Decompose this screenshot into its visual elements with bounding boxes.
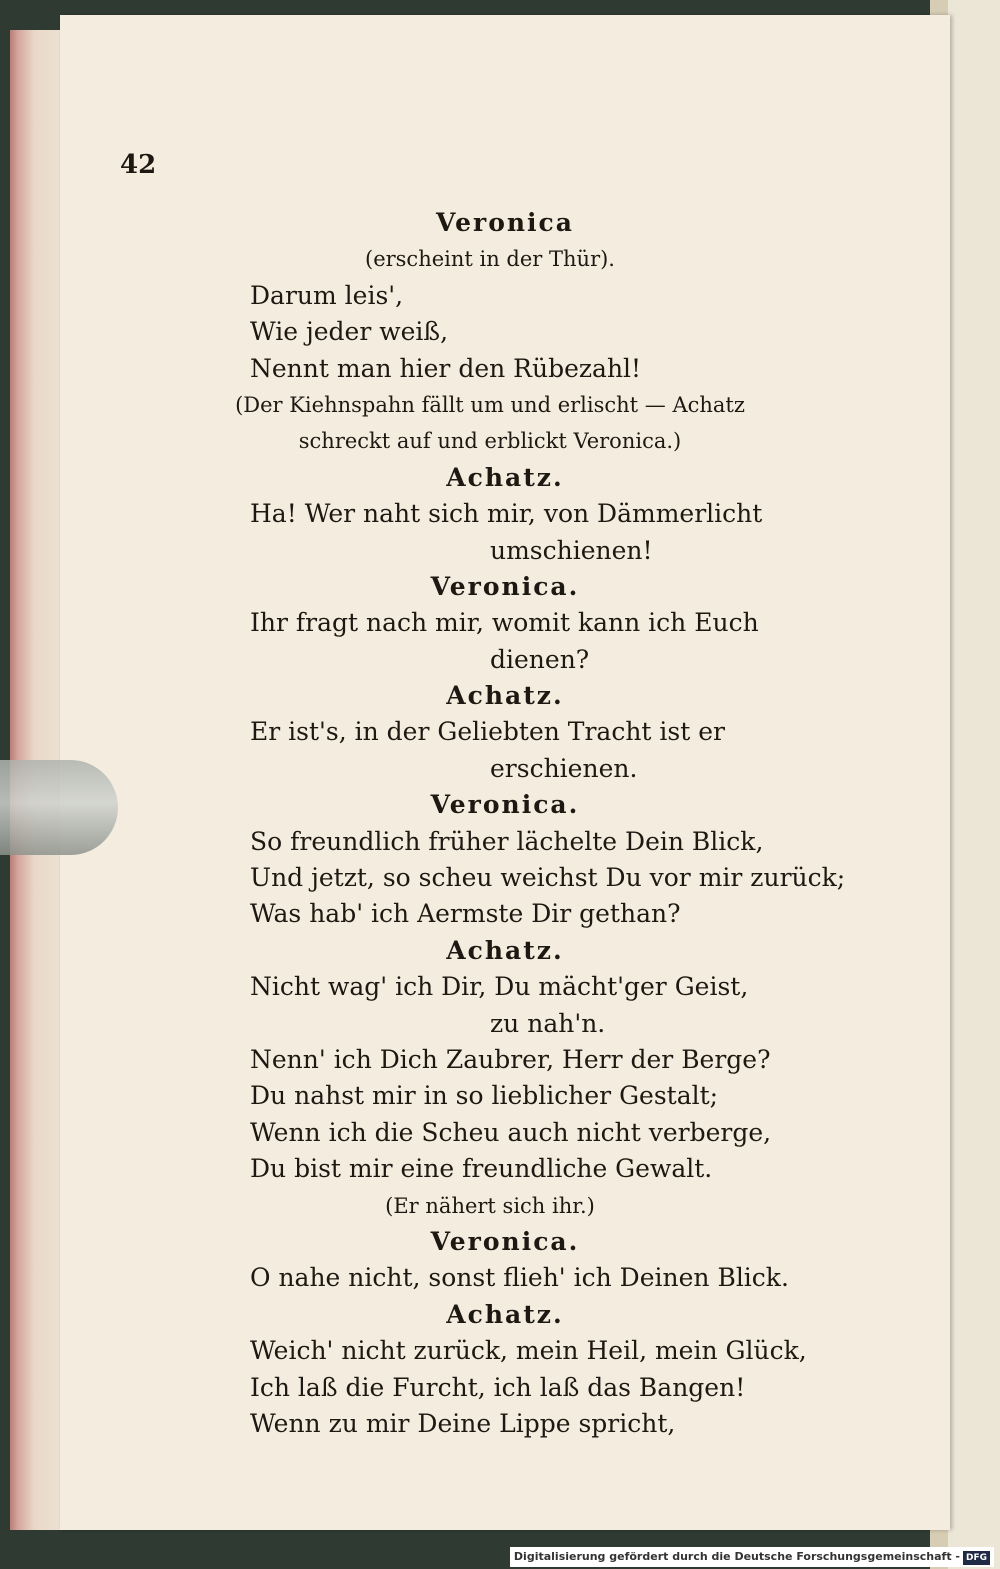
verse-line: Nicht wag' ich Dir, Du mächt'ger Geist, (250, 972, 749, 1002)
verse-line: erschienen. (490, 753, 638, 783)
verse-line: Er ist's, in der Geliebten Tracht ist er (250, 717, 725, 747)
dfg-logo: DFG (963, 1551, 990, 1565)
speaker-name: Veronica. (430, 1226, 580, 1256)
speaker-name: Veronica. (430, 571, 580, 601)
stage-direction: (Er nähert sich ihr.) (385, 1193, 595, 1218)
verse-line: So freundlich früher lächelte Dein Blick, (250, 826, 764, 856)
verse-line: Wenn zu mir Deine Lippe spricht, (250, 1408, 676, 1438)
verse-line: O nahe nicht, sonst flieh' ich Deinen Blick. (250, 1263, 789, 1293)
digitization-footer (510, 1547, 994, 1567)
stage-direction: (erscheint in der Thür). (365, 247, 615, 272)
speaker-name: Veronica. (430, 790, 580, 820)
speaker-name: Achatz. (446, 935, 564, 965)
verse-line: Ich laß die Furcht, ich laß das Bangen! (250, 1372, 746, 1402)
verse-line: Ihr fragt nach mir, womit kann ich Euch (250, 608, 759, 638)
verse-line: Nenn' ich Dich Zaubrer, Herr der Berge? (250, 1044, 771, 1074)
verse-line: Du bist mir eine freundliche Gewalt. (250, 1154, 713, 1184)
speaker-name: Achatz. (446, 681, 564, 711)
stage-direction: (Der Kiehnspahn fällt um und erlischt — Achatz (235, 392, 745, 417)
verse-line: Was hab' ich Aermste Dir gethan? (250, 899, 681, 929)
speaker-name: Veronica (436, 208, 574, 237)
verse-line: Du nahst mir in so lieblicher Gestalt; (250, 1081, 719, 1111)
verse-line: umschienen! (490, 535, 653, 565)
verse-line: Darum leis', (250, 280, 404, 310)
book-cover (948, 0, 1000, 1569)
page-text (150, 205, 846, 1442)
stage-direction: schreckt auf und erblickt Veronica.) (298, 429, 682, 454)
verse-line: Nennt man hier den Rübezahl! (250, 353, 642, 383)
verse-line: Wenn ich die Scheu auch nicht verberge, (250, 1117, 772, 1147)
speaker-name: Achatz. (446, 1299, 564, 1329)
verse-line: Weich' nicht zurück, mein Heil, mein Glück, (250, 1336, 807, 1366)
verse-line: Wie jeder weiß, (250, 317, 449, 347)
footer-text: Digitalisierung gefördert durch die Deutsche Forschungsgemeinschaft - (513, 1550, 960, 1563)
page-number: 42 (120, 150, 157, 180)
verse-line: Und jetzt, so scheu weichst Du vor mir zurück; (250, 863, 846, 893)
speaker-name: Achatz. (446, 462, 564, 492)
verse-line: Ha! Wer naht sich mir, von Dämmerlicht (250, 499, 763, 529)
verse-line: dienen? (490, 644, 590, 674)
verse-line: zu nah'n. (490, 1008, 606, 1038)
page-clip (0, 760, 118, 855)
